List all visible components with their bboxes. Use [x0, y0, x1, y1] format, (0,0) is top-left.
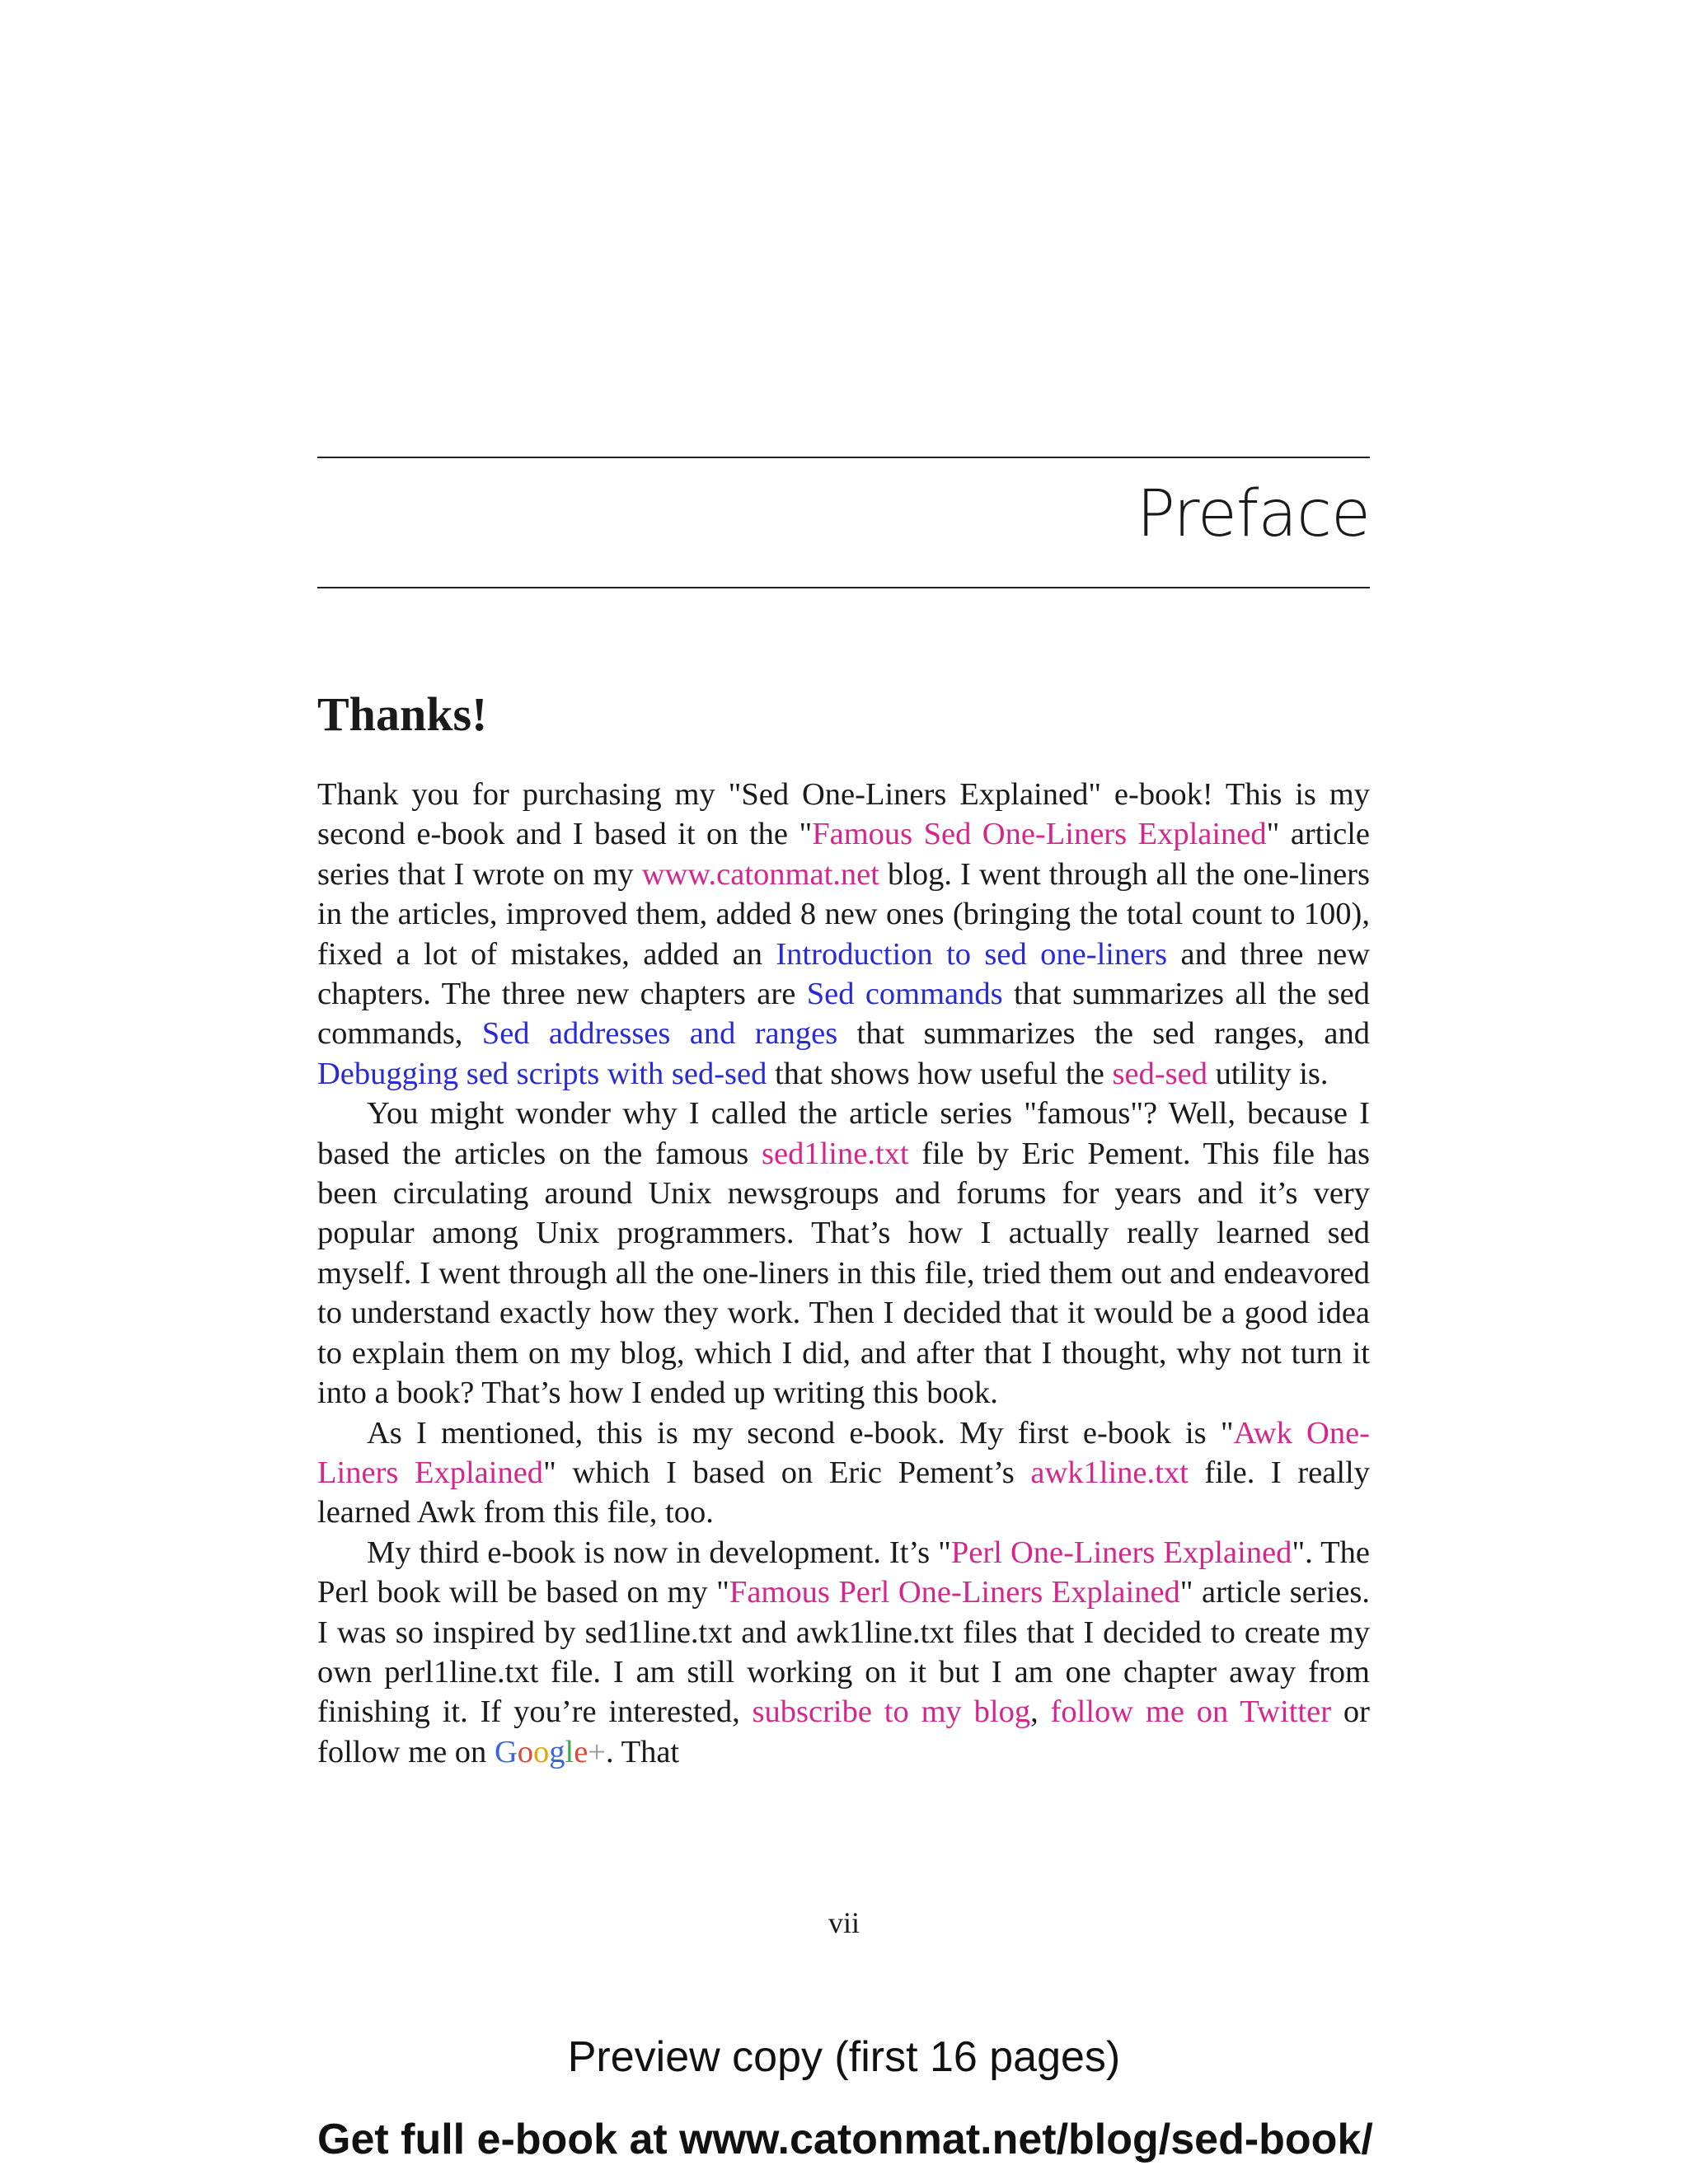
paragraph-text: and three new chapters. The three new chapters are	[317, 936, 1370, 1012]
paragraph-text: that summarizes all the sed commands,	[317, 977, 1370, 1052]
paragraph-text: " article series. I was so inspired by sed1line.txt and awk1line.txt files that I decided to create my own perl1line.txt file. I am still working on it but I am one chapter away from finishing it. If you’re interested,	[317, 1575, 1370, 1730]
link-sed1line-txt[interactable]: sed1line.txt	[762, 1136, 909, 1171]
paragraph-text: file. I really learned Awk from this file, too.	[317, 1455, 1371, 1530]
paragraph-2	[317, 1094, 1370, 1413]
paragraph-4	[317, 1533, 1370, 1772]
preview-note: Preview copy (first 16 pages)	[567, 2033, 1121, 2081]
google-plus-sign: +	[588, 1734, 607, 1769]
preface-body	[317, 775, 1370, 1772]
link-sed-commands-chapter[interactable]: Sed commands	[806, 977, 1003, 1012]
paragraph-text: . That	[606, 1734, 680, 1769]
section-heading: Thanks!	[317, 687, 488, 741]
chapter-title: Preface	[1136, 477, 1370, 551]
paragraph-text: " article series that I wrote on my	[317, 817, 1371, 892]
link-sed-addresses-chapter[interactable]: Sed addresses and ranges	[481, 1016, 838, 1052]
google-letter: e	[574, 1734, 588, 1769]
google-letter: g	[549, 1734, 565, 1769]
page-number: vii	[828, 1906, 860, 1939]
link-perl-one-liners-book[interactable]: Perl One-Liners Explained	[950, 1535, 1292, 1570]
link-catonmat-site[interactable]: www.catonmat.net	[641, 856, 879, 892]
link-famous-sed-one-liners[interactable]: Famous Sed One-Liners Explained	[812, 817, 1267, 852]
paragraph-1	[317, 775, 1370, 1094]
paragraph-text: utility is.	[1207, 1056, 1329, 1091]
link-awk1line-txt[interactable]: awk1line.txt	[1030, 1455, 1189, 1490]
google-letter: o	[517, 1734, 533, 1769]
paragraph-text: Thank you for purchasing my "Sed One-Liners Explained" e-book! This is my second e-book and I based it on the "	[317, 777, 1370, 852]
link-google-plus[interactable]	[495, 1735, 606, 1769]
link-introduction-chapter[interactable]: Introduction to sed one-liners	[776, 936, 1168, 972]
chapter-rule-top	[317, 457, 1370, 458]
paragraph-text: You might wonder why I called the article series "famous"? Well, because I based the articles on the famous	[317, 1096, 1370, 1171]
google-letter: o	[533, 1734, 550, 1769]
paragraph-text: My third e-book is now in development. It’s "	[367, 1535, 951, 1570]
link-sed-sed[interactable]: sed-sed	[1112, 1056, 1207, 1091]
paragraph-text: that summarizes the sed ranges, and	[837, 1016, 1370, 1052]
paragraph-text: file by Eric Pement. This file has been circulating around Unix newsgroups and forums for years and it’s very popular among Unix programmers. That’s how I actually really learned sed myself. I went through all the one-liners in this file, tried them out and endeavored to understand exactly how they work. Then I decided that it would be a good idea to explain them on my blog, which I did, and after that I thought, why not turn it into a book? That’s how I ended up writing this book.	[317, 1136, 1370, 1411]
paragraph-3	[317, 1413, 1370, 1533]
link-subscribe-blog[interactable]: subscribe to my blog	[752, 1694, 1031, 1730]
get-full-ebook-link[interactable]: Get full e-book at www.catonmat.net/blog/sed-book/	[317, 2116, 1373, 2163]
link-famous-perl-one-liners[interactable]: Famous Perl One-Liners Explained	[729, 1575, 1180, 1610]
paragraph-text: ". The Perl book will be based on my "	[317, 1535, 1370, 1610]
paragraph-text: As I mentioned, this is my second e-book. My first e-book is "	[367, 1415, 1234, 1451]
paragraph-text: blog. I went through all the one-liners in the articles, improved them, added 8 new ones (bringing the total count to 100), fixed a lot of mistakes, added an	[317, 856, 1370, 972]
chapter-rule-bottom	[317, 587, 1370, 588]
paragraph-text: ,	[1030, 1694, 1051, 1730]
paragraph-text: or follow me on	[317, 1694, 1370, 1769]
link-follow-twitter[interactable]: follow me on Twitter	[1050, 1694, 1332, 1730]
link-debugging-chapter[interactable]: Debugging sed scripts with sed-sed	[317, 1056, 767, 1091]
paragraph-text: that shows how useful the	[767, 1056, 1113, 1091]
google-letter: l	[565, 1734, 574, 1769]
paragraph-text: " which I based on Eric Pement’s	[543, 1455, 1031, 1490]
link-awk-one-liners-book[interactable]: Awk One-Liners Explained	[317, 1415, 1370, 1490]
google-letter: G	[494, 1734, 518, 1769]
